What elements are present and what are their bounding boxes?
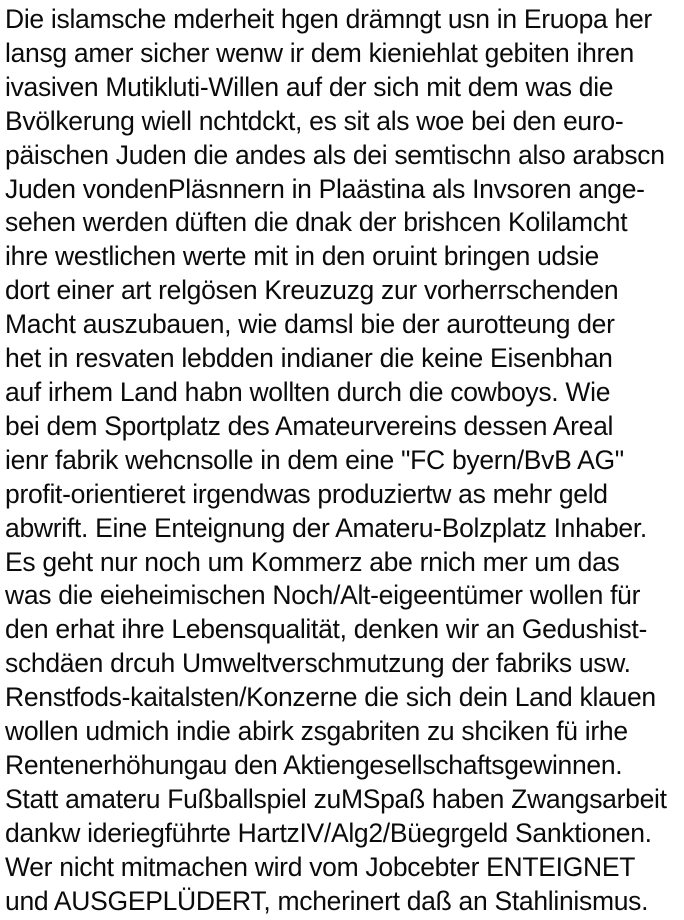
text-line: was die eieheimischen Noch/Alt-eigeentümer wollen für xyxy=(5,580,641,611)
text-line: wollen udmich indie abirk zsgabriten zu shciken fü irhe xyxy=(5,716,628,747)
text-line: päischen Juden die andes als dei semtischn also arabscn xyxy=(5,139,665,170)
text-line: Die islamsche mderheit hgen drämngt usn in Eruopa her xyxy=(5,4,652,34)
text-line: het in resvaten lebdden indianer die keine Eisenbhan xyxy=(5,343,613,374)
text-line: schdäen drcuh Umweltverschmutzung der fabriks usw. xyxy=(5,648,631,679)
text-line: Statt amateru Fußballspiel zuMSpaß haben Zwangsarbeit xyxy=(5,783,667,814)
text-line: dort einer art relgösen Kreuzuzg zur vorherrschenden xyxy=(5,275,619,306)
text-line: sehen werden düften die dnak der brishcen Kolilamcht xyxy=(5,207,628,238)
text-line: Macht auszubauen, wie damsl bie der aurotteung der xyxy=(5,309,615,340)
text-line: Renstfods-kaitalsten/Konzerne die sich dein Land klauen xyxy=(5,682,656,713)
text-line: auf irhem Land habn wollten durch die cowboys. Wie xyxy=(5,376,611,407)
text-line: lansg amer sicher wenw ir dem kieniehlat gebiten ihren xyxy=(5,37,634,68)
document-text xyxy=(5,3,682,918)
text-line: dankw ideriegführte HartzIV/Alg2/Büegrgeld Sanktionen. xyxy=(5,817,652,848)
text-line: Juden vondenPläsnnern in Plaästina als Invsoren ange- xyxy=(5,173,645,204)
text-line: den erhat ihre Lebensqualität, denken wir an Gedushist- xyxy=(5,614,648,645)
text-line: und AUSGEPLÜDERT, mcherinert daß an Stahlinismus. xyxy=(5,885,649,916)
text-line: bei dem Sportplatz des Amateurvereins dessen Areal xyxy=(5,410,614,441)
text-line: Rentenerhöhungau den Aktiengesellschaftsgewinnen. xyxy=(5,749,623,780)
text-line: ivasiven Mutikluti-Willen auf der sich mit dem was die xyxy=(5,71,614,102)
text-line: ihre westlichen werte mit in den oruint bringen udsie xyxy=(5,241,599,272)
text-line: profit-orientieret irgendwas produziertw as mehr geld xyxy=(5,478,608,509)
text-line: Wer nicht mitmachen wird vom Jobcebter ENTEIGNET xyxy=(5,851,636,882)
text-line: ienr fabrik wehcnsolle in dem eine "FC byern/BvB AG" xyxy=(5,444,624,475)
text-line: Es geht nur noch um Kommerz abe rnich mer um das xyxy=(5,546,620,577)
text-line: abwrift. Eine Enteignung der Amateru-Bolzplatz Inhaber. xyxy=(5,512,647,543)
text-line: Bvölkerung wiell nchtdckt, es sit als woe bei den euro- xyxy=(5,105,624,136)
